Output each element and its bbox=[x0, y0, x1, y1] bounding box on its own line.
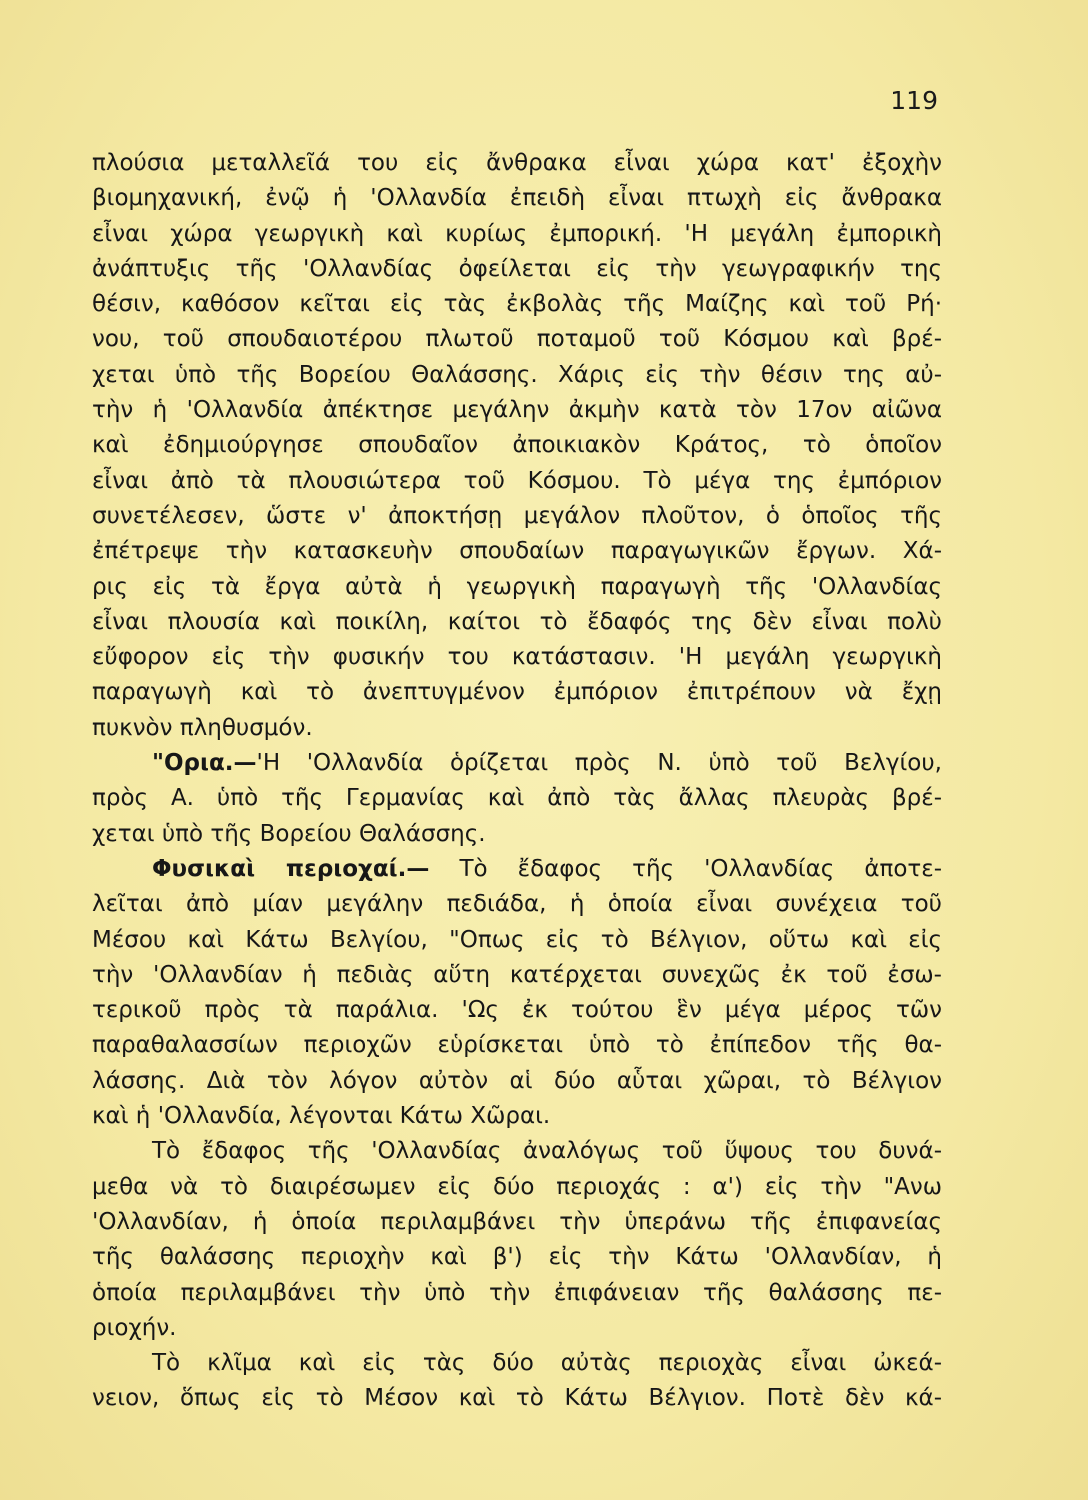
text-line: λάσσης. Διὰ τὸν λόγον αὐτὸν αἱ δύο αὗται χῶραι, τὸ Βέλγιον bbox=[92, 1067, 942, 1094]
text-line: 'Ολλανδίαν, ἡ ὁποία περιλαμβάνει τὴν ὑπεράνω τῆς ἐπιφανείας bbox=[92, 1208, 942, 1235]
text-line: βιομηχανική, ἐνῷ ἡ 'Ολλανδία ἐπειδὴ εἶναι πτωχὴ εἰς ἄνθρακα bbox=[92, 185, 942, 212]
text-line: ὁποία περιλαμβάνει τὴν ὑπὸ τὴν ἐπιφάνειαν τῆς θαλάσσης πε- bbox=[92, 1279, 942, 1306]
text-span: Τὸ ἔδαφος τῆς 'Ολλανδίας ἀποτε- bbox=[429, 855, 942, 882]
text-line: ἐπέτρεψε τὴν κατασκευὴν σπουδαίων παραγωγικῶν ἔργων. Χά- bbox=[92, 538, 942, 565]
text-line: πυκνὸν πληθυσμόν. bbox=[92, 714, 313, 741]
text-line: συνετέλεσεν, ὥστε ν' ἀποκτήσῃ μεγάλον πλοῦτον, ὁ ὁποῖος τῆς bbox=[92, 502, 942, 529]
text-line bbox=[92, 746, 942, 781]
text-line: Τὸ ἔδαφος τῆς 'Ολλανδίας ἀναλόγως τοῦ ὕψους του δυνά- bbox=[152, 1138, 942, 1165]
section-heading-borders: "Ορια.— bbox=[152, 750, 257, 777]
text-span: 'Η 'Ολλανδία ὁρίζεται πρὸς Ν. ὑπὸ τοῦ Βελγίου, bbox=[256, 750, 942, 777]
text-line: εἶναι ἀπὸ τὰ πλουσιώτερα τοῦ Κόσμου. Τὸ μέγα της ἐμπόριον bbox=[92, 467, 942, 494]
text-line: τῆς θαλάσσης περιοχὴν καὶ β') εἰς τὴν Κάτω 'Ολλανδίαν, ἡ bbox=[92, 1244, 942, 1271]
text-line: Μέσου καὶ Κάτω Βελγίου, "Οπως εἰς τὸ Βέλγιον, οὕτω καὶ εἰς bbox=[92, 926, 942, 953]
text-line: χεται ὑπὸ τῆς Βορείου Θαλάσσης. Χάρις εἰς τὴν θέσιν της αὐ- bbox=[92, 361, 942, 388]
text-line: ρις εἰς τὰ ἔργα αὐτὰ ἡ γεωργικὴ παραγωγὴ τῆς 'Ολλανδίας bbox=[92, 573, 942, 600]
page-number: 119 bbox=[890, 86, 938, 115]
text-line: πρὸς Α. ὑπὸ τῆς Γερμανίας καὶ ἀπὸ τὰς ἄλλας πλευρὰς βρέ- bbox=[92, 785, 942, 812]
text-line: εἶναι πλουσία καὶ ποικίλη, καίτοι τὸ ἔδαφός της δὲν εἶναι πολὺ bbox=[92, 608, 942, 635]
text-line: καὶ ἐδημιούργησε σπουδαῖον ἀποικιακὸν Κράτος, τὸ ὁποῖον bbox=[92, 432, 942, 459]
paragraph-economy bbox=[92, 146, 942, 746]
text-line: τερικοῦ πρὸς τὰ παράλια. 'Ως ἐκ τούτου ἓν μέγα μέρος τῶν bbox=[92, 997, 942, 1024]
section-heading-physical-regions: Φυσικαὶ περιοχαί.— bbox=[152, 855, 430, 882]
paragraph-physical-regions bbox=[92, 852, 942, 1134]
paragraph-climate bbox=[92, 1346, 942, 1417]
text-line: νου, τοῦ σπουδαιοτέρου πλωτοῦ ποταμοῦ τοῦ Κόσμου καὶ βρέ- bbox=[92, 326, 942, 353]
paragraph-borders bbox=[92, 746, 942, 852]
text-line: παραθαλασσίων περιοχῶν εὑρίσκεται ὑπὸ τὸ ἐπίπεδον τῆς θα- bbox=[92, 1032, 942, 1059]
text-line: λεῖται ἀπὸ μίαν μεγάλην πεδιάδα, ἡ ὁποία εἶναι συνέχεια τοῦ bbox=[92, 891, 942, 918]
text-line: πλούσια μεταλλεῖά του εἰς ἄνθρακα εἶναι χώρα κατ' ἐξοχὴν bbox=[92, 150, 942, 176]
text-line: μεθα νὰ τὸ διαιρέσωμεν εἰς δύο περιοχάς : α') εἰς τὴν "Ανω bbox=[92, 1173, 942, 1200]
text-line: καὶ ἡ 'Ολλανδία, λέγονται Κάτω Χῶραι. bbox=[92, 1103, 551, 1130]
text-line: Τὸ κλῖμα καὶ εἰς τὰς δύο αὐτὰς περιοχὰς εἶναι ὠκεά- bbox=[152, 1350, 942, 1377]
text-line: παραγωγὴ καὶ τὸ ἀνεπτυγμένον ἐμπόριον ἐπιτρέπουν νὰ ἔχῃ bbox=[92, 679, 942, 706]
text-line: ριοχήν. bbox=[92, 1314, 177, 1341]
text-line: εὔφορον εἰς τὴν φυσικήν του κατάστασιν. 'Η μεγάλη γεωργικὴ bbox=[92, 644, 942, 671]
text-line: ἀνάπτυξις τῆς 'Ολλανδίας ὀφείλεται εἰς τὴν γεωγραφικήν της bbox=[92, 255, 942, 282]
text-line: χεται ὑπὸ τῆς Βορείου Θαλάσσης. bbox=[92, 820, 486, 847]
text-line bbox=[92, 852, 942, 887]
text-line: θέσιν, καθόσον κεῖται εἰς τὰς ἐκβολὰς τῆς Μαίζης καὶ τοῦ Ρή· bbox=[92, 291, 942, 318]
text-line: εἶναι χώρα γεωργικὴ καὶ κυρίως ἐμπορική. 'Η μεγάλη ἐμπορικὴ bbox=[92, 220, 942, 247]
text-line: νειον, ὅπως εἰς τὸ Μέσον καὶ τὸ Κάτω Βέλγιον. Ποτὲ δὲν κά- bbox=[92, 1385, 942, 1412]
text-line: τὴν 'Ολλανδίαν ἡ πεδιὰς αὕτη κατέρχεται συνεχῶς ἐκ τοῦ ἐσω- bbox=[92, 961, 942, 988]
paragraph-elevation bbox=[92, 1134, 942, 1346]
text-line: τὴν ἡ 'Ολλανδία ἀπέκτησε μεγάλην ἀκμὴν κατὰ τὸν 17ον αἰῶνα bbox=[92, 397, 942, 424]
body-text bbox=[92, 146, 942, 1417]
